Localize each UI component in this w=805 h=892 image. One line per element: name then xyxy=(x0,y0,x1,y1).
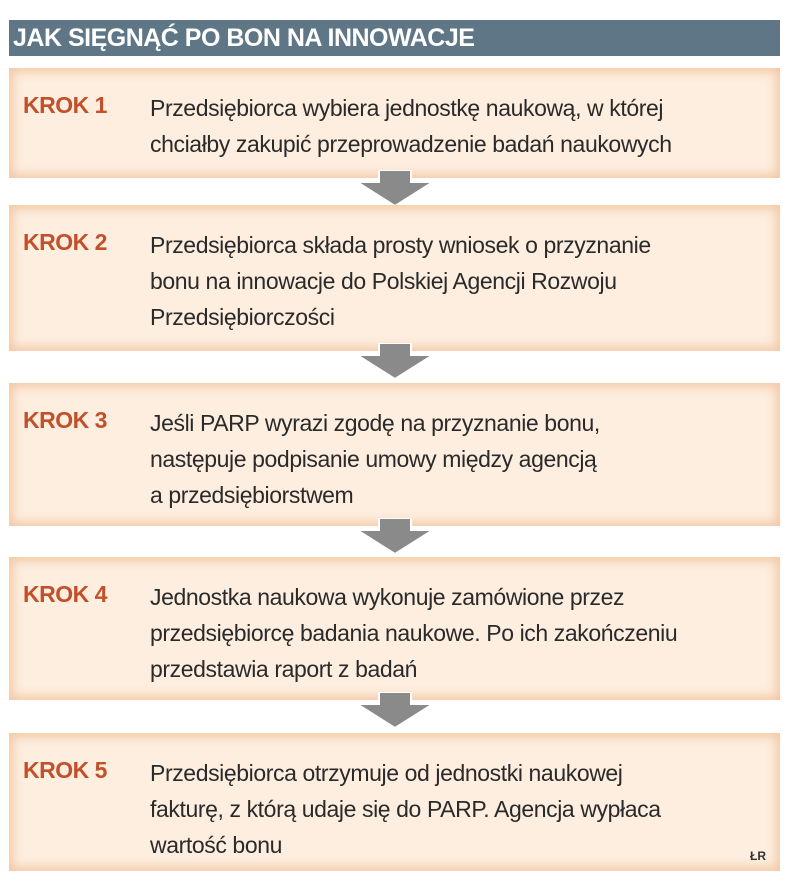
step-5 xyxy=(9,733,780,871)
step-line: przedstawia raport z badań xyxy=(150,656,418,682)
step-text xyxy=(150,579,770,687)
step-line: Przedsiębiorczości xyxy=(150,304,335,330)
step-label: KROK 5 xyxy=(23,757,107,783)
step-line: wartość bonu xyxy=(150,832,282,858)
step-line: Jeśli PARP wyrazi zgodę na przyznanie bonu, xyxy=(150,410,600,436)
step-text xyxy=(150,755,770,863)
author-signature: ŁR xyxy=(750,849,766,863)
step-line: bonu na innowacje do Polskiej Agencji Rozwoju xyxy=(150,268,617,294)
infographic-title: JAK SIĘGNĄĆ PO BON NA INNOWACJE xyxy=(9,20,780,56)
step-3 xyxy=(9,383,780,526)
step-label: KROK 3 xyxy=(23,407,107,433)
step-text xyxy=(150,405,770,513)
step-line: chciałby zakupić przeprowadzenie badań naukowych xyxy=(150,131,672,157)
step-line: fakturę, z którą udaje się do PARP. Agencja wypłaca xyxy=(150,796,661,822)
step-1 xyxy=(9,68,780,178)
step-label: KROK 2 xyxy=(23,229,107,255)
step-line: Jednostka naukowa wykonuje zamówione przez xyxy=(150,584,625,610)
step-line: następuje podpisanie umowy między agencją xyxy=(150,446,597,472)
step-4 xyxy=(9,557,780,700)
step-line: Przedsiębiorca składa prosty wniosek o przyznanie xyxy=(150,232,651,258)
step-line: Przedsiębiorca otrzymuje od jednostki naukowej xyxy=(150,760,623,786)
arrow-down-icon xyxy=(357,692,433,728)
arrow-down-icon xyxy=(357,343,433,379)
arrow-down-icon xyxy=(357,170,433,206)
step-label: KROK 1 xyxy=(23,92,107,118)
step-label: KROK 4 xyxy=(23,581,107,607)
step-line: Przedsiębiorca wybiera jednostkę naukową, w której xyxy=(150,95,664,121)
step-2 xyxy=(9,205,780,351)
step-line: przedsiębiorcę badania naukowe. Po ich zakończeniu xyxy=(150,620,678,646)
step-text xyxy=(150,90,770,162)
step-text xyxy=(150,227,770,335)
step-line: a przedsiębiorstwem xyxy=(150,482,354,508)
arrow-down-icon xyxy=(357,518,433,554)
